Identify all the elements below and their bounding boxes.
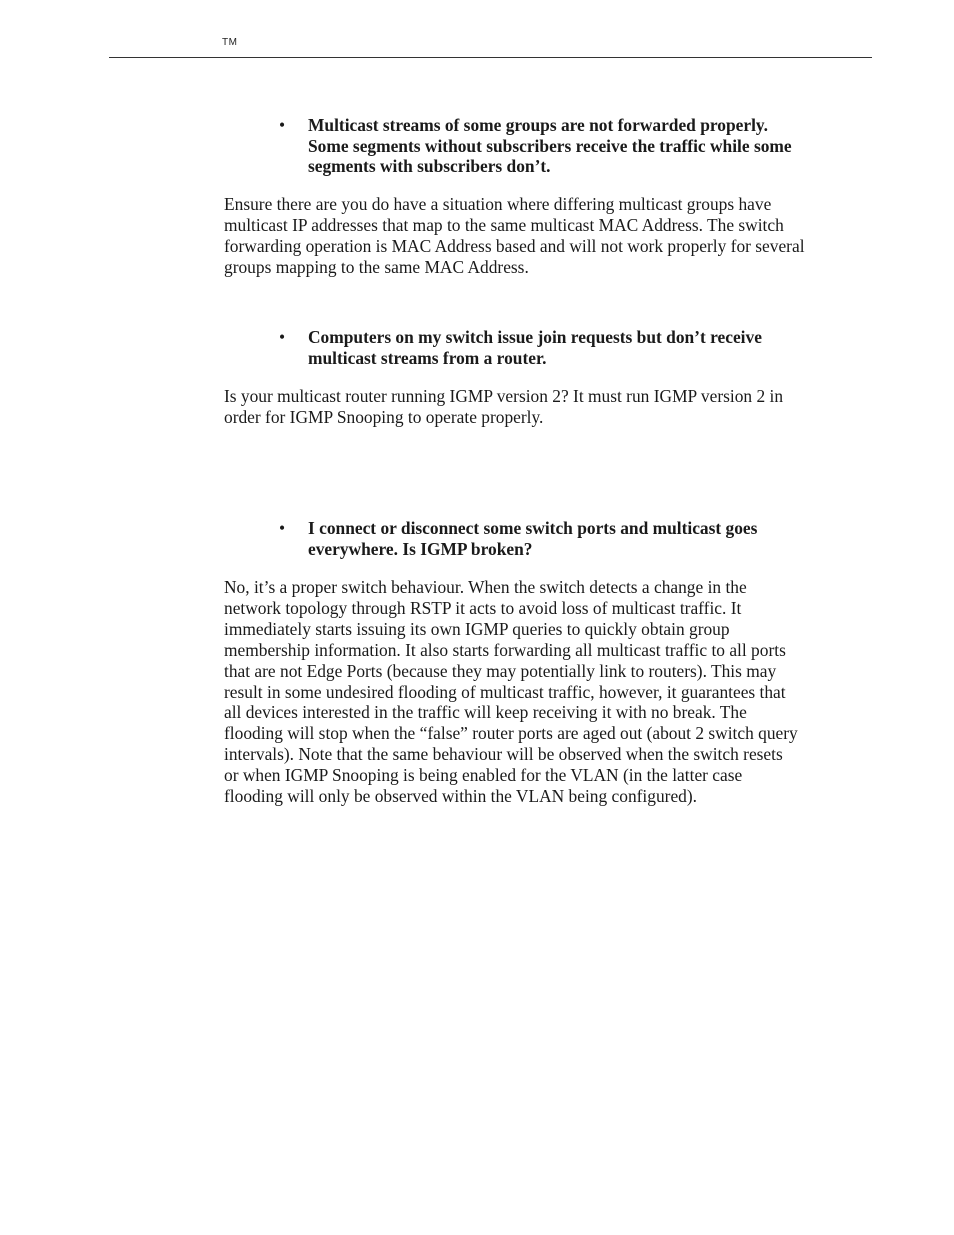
faq-question-text	[308, 115, 859, 177]
faq-answer-1	[224, 194, 876, 278]
answer-line: or when IGMP Snooping is being enabled for the VLAN (in the latter case	[224, 765, 743, 786]
answer-line: result in some undesired flooding of multicast traffic, however, it guarantees that	[224, 681, 786, 702]
answer-line: all devices interested in the traffic will keep receiving it with no break. The	[224, 702, 747, 723]
answer-line: multicast IP addresses that map to the same multicast MAC Address. The switch	[224, 214, 784, 235]
question-line: Multicast streams of some groups are not forwarded properly.	[308, 115, 769, 135]
bullet-dot: •	[279, 327, 286, 347]
bullet-dot: •	[279, 115, 286, 135]
answer-line: flooding will only be observed within the VLAN being configured).	[224, 786, 698, 807]
faq-question-2	[279, 327, 859, 368]
question-line: everywhere. Is IGMP broken?	[308, 538, 533, 559]
question-line: Computers on my switch issue join requests but don’t receive	[308, 327, 762, 347]
answer-line: immediately starts issuing its own IGMP queries to quickly obtain group	[224, 618, 730, 639]
faq-answer-2	[224, 386, 876, 428]
header-rule	[109, 57, 872, 58]
question-line: segments with subscribers don’t.	[308, 156, 551, 176]
answer-line: order for IGMP Snooping to operate properly.	[224, 406, 544, 427]
answer-line: Ensure there are you do have a situation where differing multicast groups have	[224, 194, 772, 214]
trademark-mark: TM	[222, 37, 238, 48]
faq-question-text	[308, 327, 859, 368]
answer-line: Is your multicast router running IGMP version 2? It must run IGMP version 2 in	[224, 386, 784, 406]
answer-line: that are not Edge Ports (because they may potentially link to routers). This may	[224, 660, 777, 681]
answer-line: forwarding operation is MAC Address based and will not work properly for several	[224, 235, 805, 256]
bullet-dot: •	[279, 518, 286, 538]
answer-line: No, it’s a proper switch behaviour. When the switch detects a change in the	[224, 577, 747, 597]
question-line: I connect or disconnect some switch ports and multicast goes	[308, 518, 758, 538]
faq-question-3	[279, 518, 859, 559]
answer-line: membership information. It also starts forwarding all multicast traffic to all ports	[224, 639, 786, 660]
faq-answer-3	[224, 577, 876, 807]
question-line: Some segments without subscribers receive the traffic while some	[308, 135, 792, 156]
answer-line: flooding will stop when the “false” router ports are aged out (about 2 switch query	[224, 723, 798, 744]
answer-line: groups mapping to the same MAC Address.	[224, 256, 529, 277]
question-line: multicast streams from a router.	[308, 347, 547, 368]
faq-question-1	[279, 115, 859, 177]
faq-question-text	[308, 518, 859, 559]
answer-line: network topology through RSTP it acts to avoid loss of multicast traffic. It	[224, 597, 742, 618]
answer-line: intervals). Note that the same behaviour will be observed when the switch resets	[224, 744, 783, 765]
